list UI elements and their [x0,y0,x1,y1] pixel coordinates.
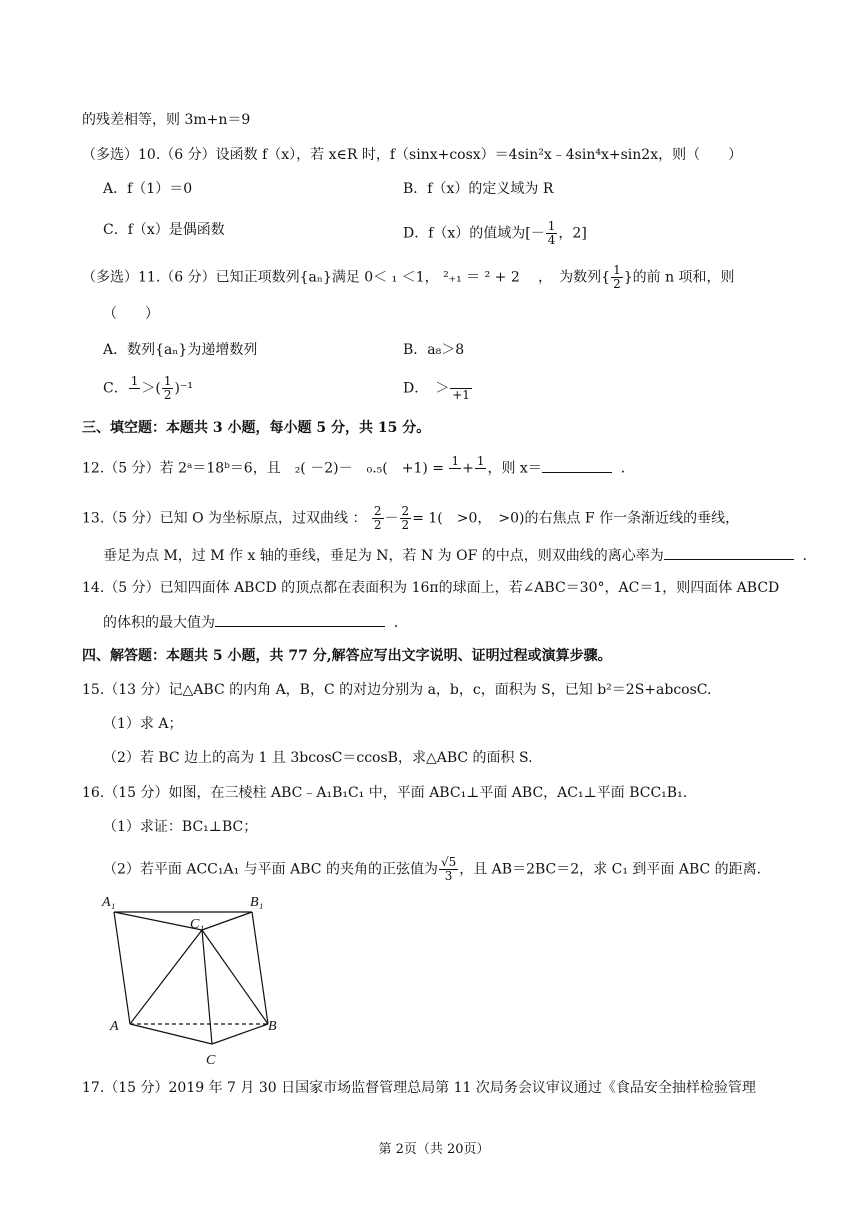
answer-blank [664,545,794,560]
question-13: 13.（5 分）已知 O 为坐标原点，过双曲线 ： $\frac{2}{2}$ － $\frac{2}{2}$ = 1( >0， >0)的右焦点 F 作一条渐近线的垂线， [82,504,740,532]
label-B: B [268,1019,277,1034]
q10-option-a: A．f（1）＝0 [103,181,193,197]
fraction: $\frac{2}{2}$ [373,504,382,532]
label-C: C [206,1053,216,1068]
question-13-cont: 垂足为点 M，过 M 作 x 轴的垂线，垂足为 N，若 N 为 OF 的中点，则双曲线的离心率为 ． [103,545,817,566]
answer-blank [542,458,612,473]
q11-option-b: B．a₈＞8 [403,342,465,358]
question-16: 16.（15 分）如图，在三棱柱 ABC﹣A₁B₁C₁ 中，平面 ABC₁⊥平面 ABC，AC₁⊥平面 BCC₁B₁. [82,785,688,801]
label-B1: B₁ [250,895,264,910]
question-16-part-1: （1）求证：BC₁⊥BC； [103,819,258,835]
fraction: $\frac{1}{4}$ [547,219,556,247]
question-11: （多选）11.（6 分）已知正项数列{aₙ}满足 0＜ ₁ ＜1， ²₊₁ ＝ ² + 2 ， 为数列{ $\frac{1}{2}$ }的前 n 项和，则 [82,263,735,291]
question-17: 17.（15 分）2019 年 7 月 30 日国家市场监督管理总局第 11 次局务会议审议通过《食品安全抽样检验管理 [82,1080,756,1096]
question-15: 15.（13 分）记△ABC 的内角 A，B，C 的对边分别为 a，b，c，面积为 S，已知 b²＝2S+abcosC. [82,682,712,698]
question-12: 12.（5 分）若 2ᵃ＝18ᵇ＝6，且 ₂( －2)－ ₀.₅( +1) = 1 + 1 ，则 x＝ ． [82,455,635,482]
question-14: 14.（5 分）已知四面体 ABCD 的顶点都在表面积为 16π的球面上，若∠ABC＝30°，AC＝1，则四面体 ABCD [82,580,780,596]
question-16-part-2: （2）若平面 ACC₁A₁ 与平面 ABC 的夹角的正弦值为 $\frac{√5}{3}$ ，且 AB＝2BC＝2，求 C₁ 到平面 ABC 的距离. [103,855,762,883]
q11-option-c: C． 1 ＞( $\frac{1}{2}$ )⁻¹ [103,374,193,402]
section-3-heading: 三、填空题：本题共 3 小题，每小题 5 分，共 15 分。 [82,420,431,436]
fraction: 1 [130,374,139,388]
question-15-part-2: （2）若 BC 边上的高为 1 且 3bcosC＝ccosB，求△ABC 的面积 S. [103,750,533,766]
fraction: $\frac{1}{2}$ [163,374,172,402]
label-A1: A₁ [102,895,116,910]
q10-option-c: C．f（x）是偶函数 [103,222,225,238]
answer-blank [215,612,385,627]
label-A: A [110,1019,119,1034]
question-10: （多选）10.（6 分）设函数 f（x），若 x∈R 时，f（sinx+cosx）＝4sin²x﹣4sin⁴x+sin2x，则（ ） [82,147,743,163]
question-15-part-1: （1）求 A； [103,716,183,732]
q10-option-d: D．f（x）的值域为[－ $\frac{1}{4}$ ，2] [403,219,587,247]
fraction: $\frac{√5}{3}$ [440,855,457,883]
q11-option-a: A．数列{aₙ}为递增数列 [103,342,258,358]
page-footer: 第 2页（共 20页） [378,1142,490,1157]
fraction: 1 [476,454,485,468]
section-4-heading: 四、解答题：本题共 5 小题，共 77 分,解答应写出文字说明、证明过程或演算步骤。 [82,648,612,664]
label-C1: C₁ [190,917,205,932]
prism-figure [100,890,290,1070]
fraction: $\frac{1}{2}$ [613,263,621,291]
fraction: 1 [451,454,460,468]
q10-option-b: B．f（x）的定义域为 R [403,181,554,197]
line-continuation: 的残差相等，则 3m+n＝9 [82,112,251,128]
q11-option-d: D． ＞ +1 [403,375,473,402]
fraction: +1 [450,375,472,402]
q11-paren: （ ） [103,306,159,322]
fraction: $\frac{2}{2}$ [401,504,410,532]
question-14-cont: 的体积的最大值为 ． [103,612,408,633]
